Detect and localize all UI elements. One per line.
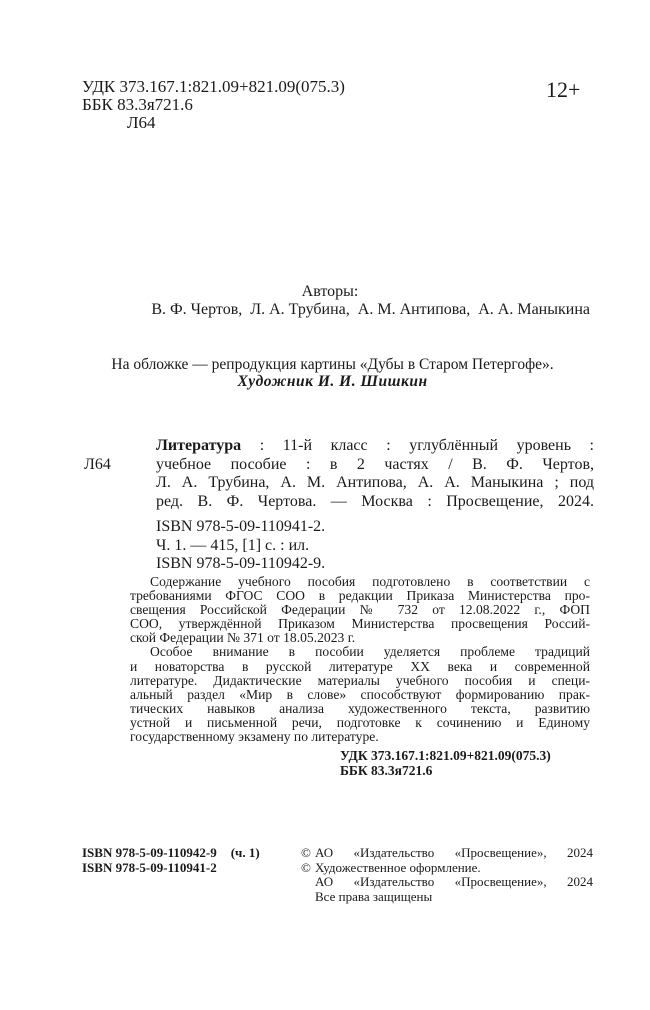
biblio-cipher: Л64 — [84, 455, 111, 473]
annotation-line: государственному экзамену по литературе. — [130, 729, 379, 745]
authors-names: В. Ф. Чертов, Л. А. Трубина, А. М. Антипова, А. А. Маныкина — [151, 301, 590, 318]
udc-code-bottom: УДК 373.167.1:821.09+821.09(075.3) — [340, 748, 551, 763]
footer-copyright — [301, 846, 593, 904]
copyright-line-3 — [301, 875, 593, 890]
isbn-block — [156, 518, 325, 574]
cover-note-text: На обложке — репродукция картины «Дубы в Старом Петергофе». — [111, 356, 554, 373]
biblio-line-1 — [84, 437, 594, 456]
copyright-design-publisher: АО «Издательство «Просвещение», 2024 — [315, 874, 593, 889]
footer-isbn-set: ISBN 978-5-09-110941-2 — [82, 859, 217, 875]
authors-label: Авторы: — [301, 283, 359, 300]
annotation-line: ской Федерации № 371 от 18.05.2023 г. — [130, 630, 356, 646]
cover-artist: Художник И. И. Шишкин — [237, 373, 428, 390]
age-rating: 12+ — [546, 77, 581, 102]
cover-note — [70, 356, 595, 390]
copyright-line-2 — [301, 861, 593, 876]
annotation-line: альный раздел «Мир в слове» способствуют формированию прак- — [130, 686, 590, 702]
part-info: Ч. 1. — 415, [1] с. : ил. — [156, 536, 310, 554]
biblio-line-4-text: ред. В. Ф. Чертова. — Москва : Просвещение, 2024. — [156, 492, 594, 510]
copyright-design: Художественное оформление. — [315, 859, 481, 875]
copyright-line-4 — [301, 890, 593, 905]
isbn-part: ISBN 978-5-09-110942-9. — [156, 555, 326, 572]
bibliographic-record — [84, 437, 594, 511]
annotation-line: СОО, утверждённой Приказом Министерства просвещения Россий- — [130, 616, 590, 632]
author-sign: Л64 — [127, 113, 156, 132]
annotation-line: свещения Российской Федерации № 732 от 12.08.2022 г., ФОП — [130, 602, 590, 618]
copyright-publisher: АО «Издательство «Просвещение», 2024 — [315, 845, 593, 860]
udc-code: УДК 373.167.1:821.09+821.09(075.3) — [82, 77, 345, 96]
authors-block — [60, 283, 600, 319]
footer-isbn-volume: (ч. 1) — [230, 845, 260, 860]
biblio-line-3-text: Л. А. Трубина, А. М. Антипова, А. А. Маныкина ; под — [156, 474, 594, 491]
bbk-code-bottom: ББК 83.3я721.6 — [340, 763, 433, 778]
classification-header — [82, 78, 345, 132]
annotation-line: Содержание учебного пособия подготовлено в соответствии с — [150, 574, 590, 589]
classification-bottom — [340, 748, 551, 778]
biblio-line-3 — [84, 474, 594, 493]
bbk-code: ББК 83.3я721.6 — [82, 95, 193, 114]
annotation-paragraph-1 — [130, 575, 590, 645]
annotation-line: требованиями ФГОС СОО в редакции Приказа Министерства про- — [130, 588, 590, 604]
annotation — [130, 575, 590, 744]
annotation-line: тических навыков анализа художественного текста, развитию — [130, 700, 590, 716]
annotation-line: Особое внимание в пособии уделяется проблеме традиций — [150, 644, 590, 660]
book-title: Литература — [156, 437, 242, 454]
footer-isbn-part: ISBN 978-5-09-110942-9 — [82, 845, 217, 860]
annotation-line: устной и письменной речи, подготовке к сочинению и Единому — [130, 714, 590, 730]
footer-isbn-part-line — [82, 846, 260, 861]
isbn-set: ISBN 978-5-09-110941-2. — [156, 518, 326, 535]
copyright-icon: © — [301, 845, 311, 860]
biblio-line-2-text: учебное пособие : в 2 частях / В. Ф. Чертов, — [156, 455, 594, 473]
annotation-line: литературе. Дидактические материалы учебного пособия и специ- — [130, 672, 590, 688]
annotation-paragraph-2 — [130, 645, 590, 744]
biblio-line-2 — [84, 456, 594, 475]
rights-reserved: Все права защищены — [315, 888, 433, 904]
biblio-line-1-rest: : 11-й класс : углублённый уровень : — [241, 437, 594, 454]
copyright-line-1 — [301, 846, 593, 861]
annotation-line: и новаторства в русской литературе XX века и современной — [130, 658, 590, 674]
biblio-line-4 — [84, 493, 594, 512]
footer-isbn — [82, 846, 260, 875]
copyright-icon: © — [301, 859, 311, 875]
